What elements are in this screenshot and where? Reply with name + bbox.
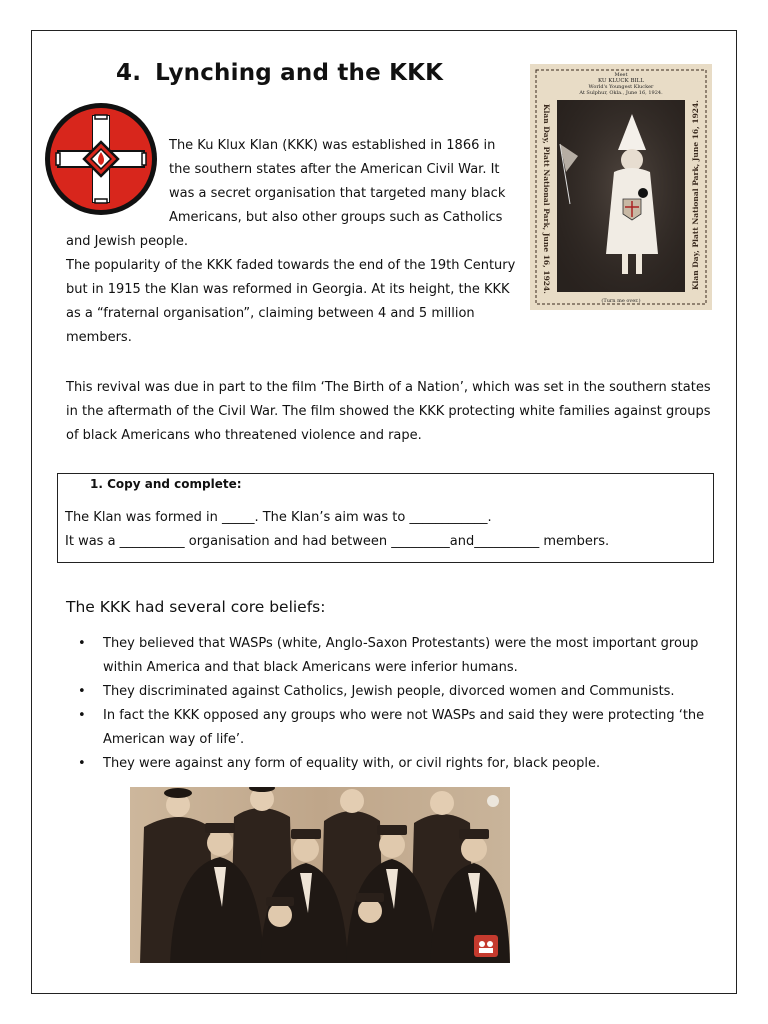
task-line-1: The Klan was formed in _____. The Klan’s aim was to ____________.	[65, 510, 492, 525]
intro-paragraph-a: The Ku Klux Klan (KKK) was established in 1866 in the southern states after the American Civil War. It was a secret organisation that targeted many black Americans, but also other groups such as Catholics	[169, 138, 506, 225]
ku-kluck-bill-postcard-image	[530, 64, 712, 310]
intro-paragraph-a-tail: and Jewish people.	[66, 234, 189, 249]
intro-paragraph-b: The popularity of the KKK faded towards the end of the 19th Century but in 1915 the Klan was reformed in Georgia. At its height, the KKK as a “fraternal organisation”, claiming between 4 and 5 million members.	[66, 258, 516, 345]
beliefs-list	[76, 632, 716, 776]
bullet-icon: •	[78, 756, 86, 771]
postcard-line-4: At Sulphur, Okla., June 16, 1924.	[579, 90, 663, 96]
postcard-bottom-text: (Turn me over.)	[601, 298, 641, 304]
task-heading: 1. Copy and complete:	[90, 477, 242, 491]
postcard-side-text-right: Klan Day, Platt National Park, June 16, 1924.	[691, 100, 700, 290]
postcard-line-3: World's Youngest Klucker	[588, 84, 654, 90]
belief-text: They believed that WASPs (white, Anglo-Saxon Protestants) were the most important group within America and that black Americans were inferior humans.	[103, 636, 699, 675]
list-item	[76, 704, 716, 752]
postcard-side-text-left: Klan Day, Platt National Park, June 16, 1924.	[542, 104, 551, 294]
intro-paragraph-c: This revival was due in part to the film ‘The Birth of a Nation’, which was set in the southern states in the aftermath of the Civil War. The film showed the KKK protecting white families against groups of black Americans who threatened violence and rape.	[66, 380, 711, 443]
klan-group-photo-image	[130, 787, 510, 963]
section-number: 4.	[116, 60, 142, 86]
section-title: Lynching and the KKK	[155, 60, 444, 86]
list-item	[76, 680, 716, 704]
bullet-icon: •	[78, 708, 86, 723]
belief-text: They were against any form of equality with, or civil rights for, black people.	[103, 756, 601, 771]
page-title	[116, 60, 443, 86]
copy-and-complete-box	[57, 473, 714, 563]
postcard-line-1: Meet	[614, 72, 628, 78]
beliefs-heading: The KKK had several core beliefs:	[66, 598, 326, 616]
kkk-emblem-image	[42, 102, 160, 216]
bullet-icon: •	[78, 684, 86, 699]
belief-text: They discriminated against Catholics, Jewish people, divorced women and Communists.	[103, 684, 675, 699]
list-item	[76, 752, 716, 776]
belief-text: In fact the KKK opposed any groups who were not WASPs and said they were protecting ‘the American way of life’.	[103, 708, 705, 747]
list-item	[76, 632, 716, 680]
task-line-2: It was a __________ organisation and had between _________and__________ members.	[65, 534, 610, 549]
postcard-line-2: KU KLUCK BILL	[598, 78, 644, 84]
bullet-icon: •	[78, 636, 86, 651]
